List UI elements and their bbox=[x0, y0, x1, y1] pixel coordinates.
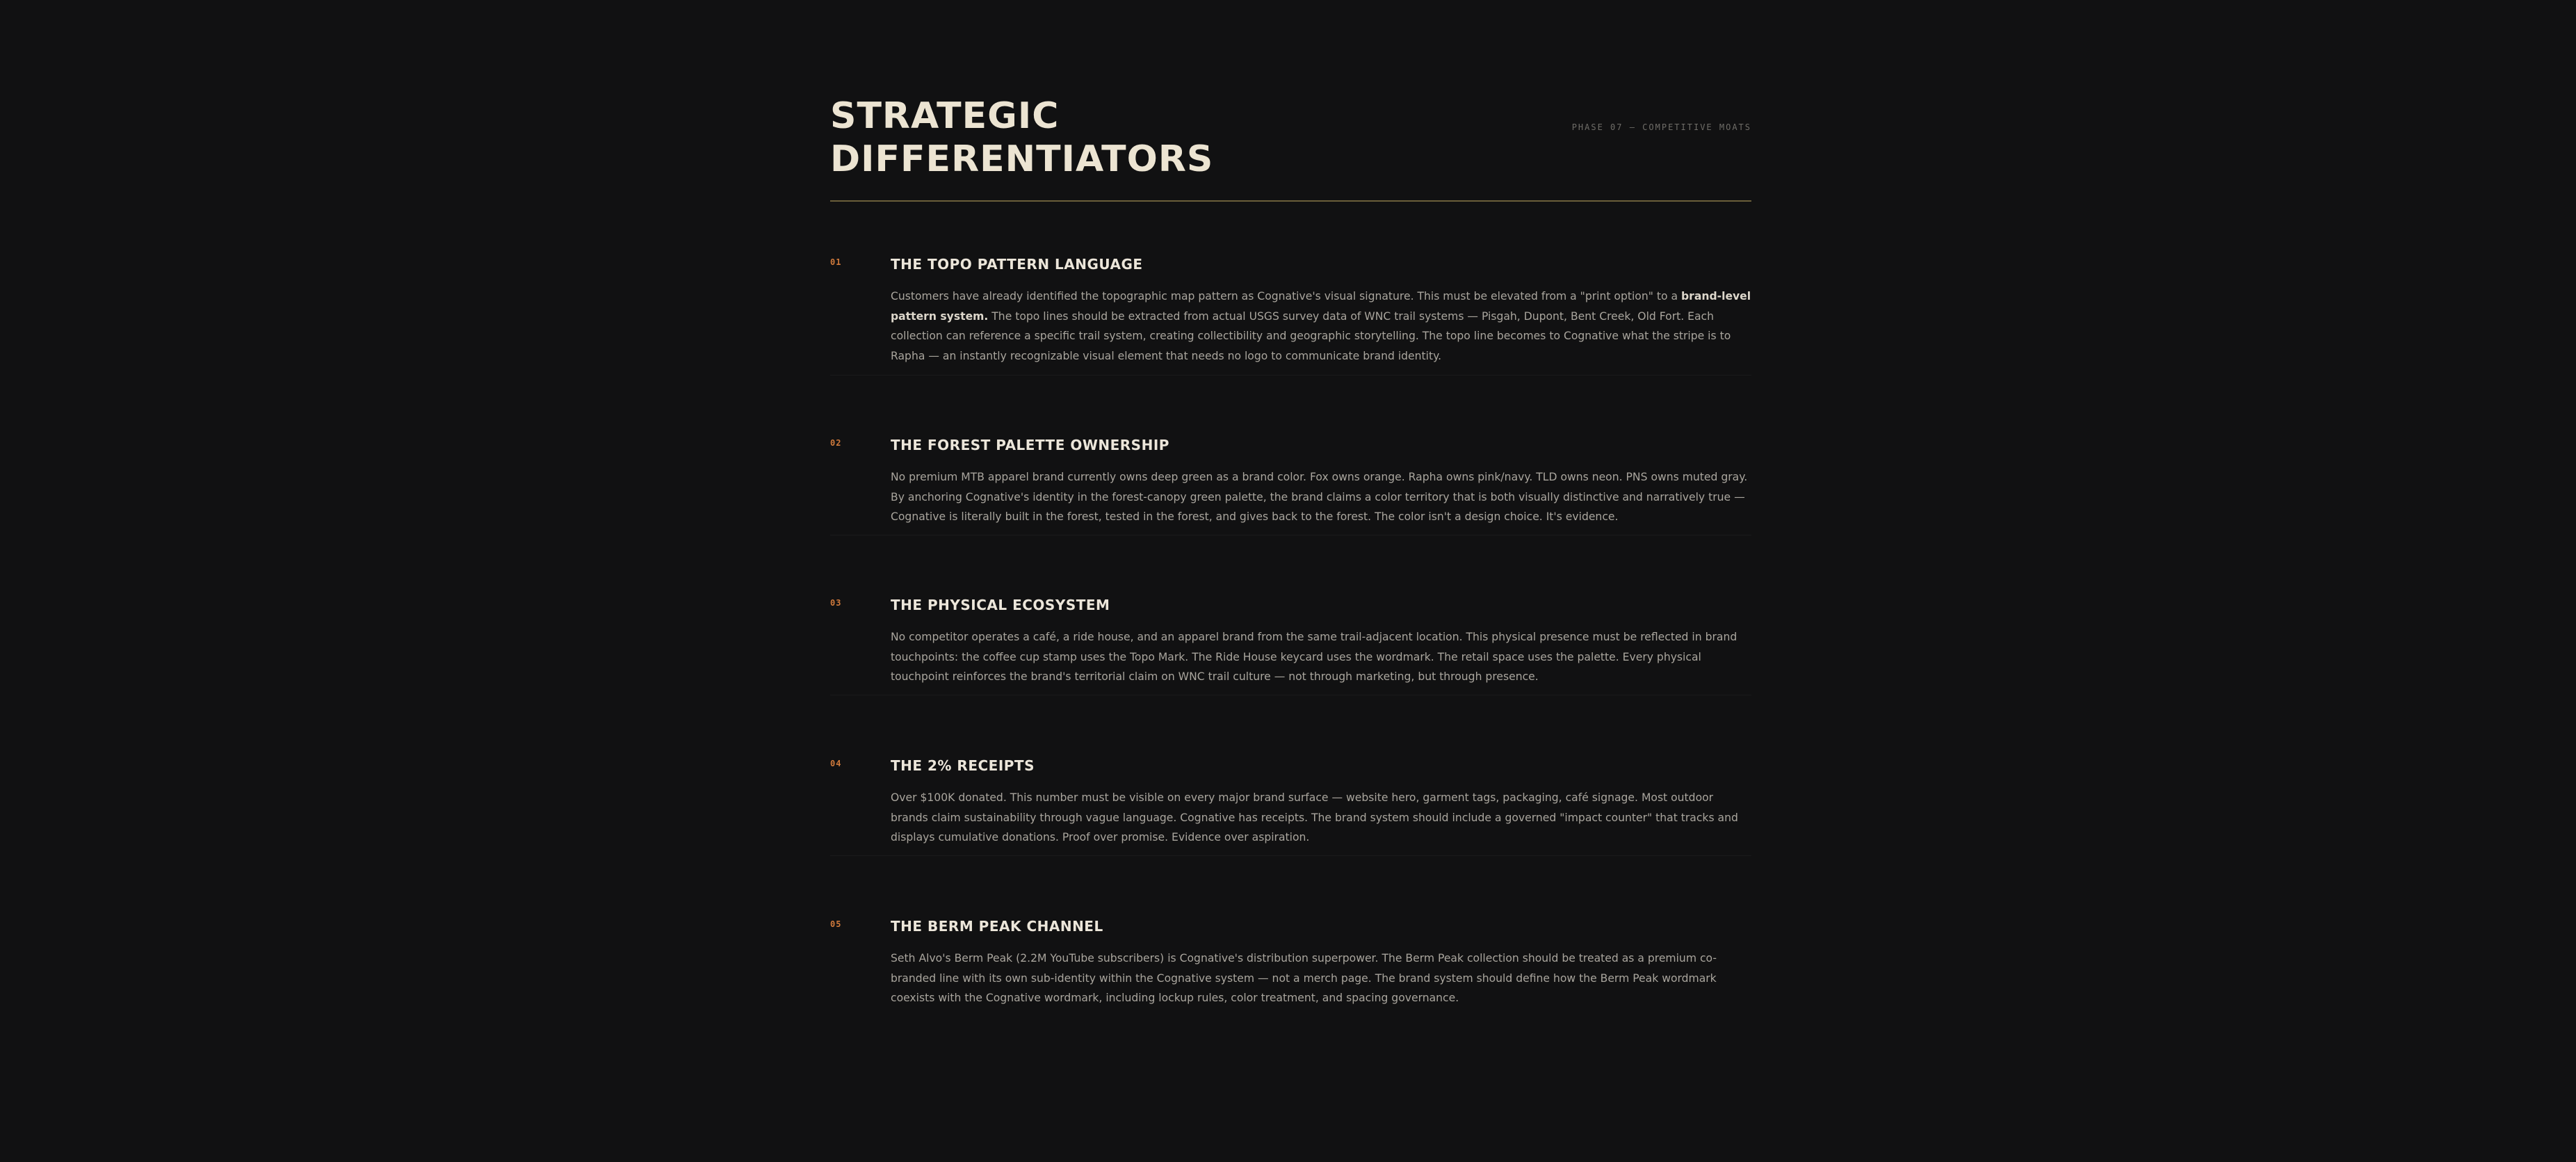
differentiator-item bbox=[830, 864, 1751, 1017]
page-title bbox=[830, 95, 1213, 181]
item-title: THE 2% RECEIPTS bbox=[891, 757, 1035, 774]
item-body-text: Customers have already identified the topographic map pattern as Cognative's visual signature. This must be elevated from a "print option" to a bbox=[891, 290, 1681, 302]
item-body-text: The topo lines should be extracted from actual USGS survey data of WNC trail systems — Pisgah, Dupont, Bent Creek, Old Fort. Each collection can reference a specific trail system, creating collectibility and geographic storytelling. The topo line becomes to Cognative what the stripe is to Rapha — an instantly recognizable visual element that needs no logo to communicate brand identity. bbox=[891, 309, 1731, 362]
differentiator-item bbox=[830, 703, 1751, 856]
differentiator-item bbox=[830, 382, 1751, 535]
phase-label: PHASE 07 — COMPETITIVE MOATS bbox=[1571, 122, 1751, 132]
item-number: 04 bbox=[830, 759, 842, 768]
page-title-line-2: DIFFERENTIATORS bbox=[830, 138, 1214, 180]
page bbox=[830, 0, 1751, 1005]
differentiator-item bbox=[830, 542, 1751, 695]
item-title: THE FOREST PALETTE OWNERSHIP bbox=[891, 437, 1169, 453]
item-body: Over $100K donated. This number must be visible on every major brand surface — website hero, garment tags, packaging, café signage. Most outdoor brands claim sustainability through vague language. Cognative has receipts. The brand system should include a governed "impact counter" that tracks and displays cumulative donations. Proof over promise. Evidence over aspiration. bbox=[891, 791, 1738, 844]
page-title-line-1: STRATEGIC bbox=[830, 95, 1060, 137]
item-title: THE TOPO PATTERN LANGUAGE bbox=[891, 256, 1143, 273]
item-number: 05 bbox=[830, 919, 842, 929]
differentiator-item bbox=[830, 202, 1751, 376]
item-body-emphasis: brand-level pattern system. bbox=[891, 290, 1751, 323]
item-title: THE PHYSICAL ECOSYSTEM bbox=[891, 597, 1110, 613]
item-number: 01 bbox=[830, 257, 842, 267]
item-title: THE BERM PEAK CHANNEL bbox=[891, 918, 1103, 935]
page-header bbox=[830, 0, 1751, 202]
item-body bbox=[891, 287, 1751, 366]
item-number: 03 bbox=[830, 598, 842, 608]
item-body: Seth Alvo's Berm Peak (2.2M YouTube subscribers) is Cognative's distribution superpower. The Berm Peak collection should be treated as a premium co-branded line with its own sub-identity within the Cognative system — not a merch page. The brand system should define how the Berm Peak wordmark coexists with the Cognative wordmark, including lockup rules, color treatment, and spacing governance. bbox=[891, 952, 1717, 1005]
item-number: 02 bbox=[830, 438, 842, 448]
item-body: No competitor operates a café, a ride house, and an apparel brand from the same trail-adjacent location. This physical presence must be reflected in brand touchpoints: the coffee cup stamp uses the Topo Mark. The Ride House keycard uses the wordmark. The retail space uses the palette. Every physical touchpoint reinforces the brand's territorial claim on WNC trail culture — not through marketing, but through presence. bbox=[891, 631, 1737, 684]
item-body: No premium MTB apparel brand currently owns deep green as a brand color. Fox owns orange. Rapha owns pink/navy. TLD owns neon. PNS owns muted gray. By anchoring Cognative's identity in the forest-canopy green palette, the brand claims a color territory that is both visually distinctive and narratively true — Cognative is literally built in the forest, tested in the forest, and gives back to the forest. The color isn't a design choice. It's evidence. bbox=[891, 471, 1748, 524]
